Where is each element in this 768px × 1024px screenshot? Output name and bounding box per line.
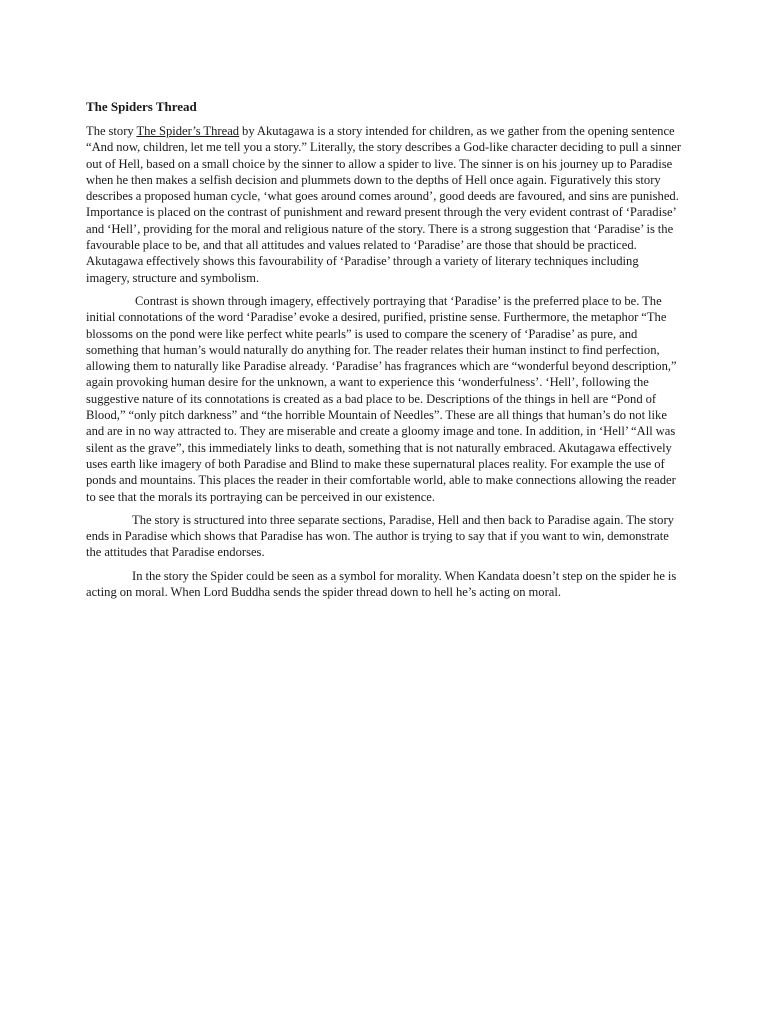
paragraph-intro xyxy=(86,123,682,286)
document-title: The Spiders Thread xyxy=(86,99,197,114)
paragraph-structure: The story is structured into three separate sections, Paradise, Hell and then back to Paradise again. The story ends in Paradise which shows that Paradise has won. The author is trying to say that if you want to win, demonstrate the attitudes that Paradise endorses. xyxy=(86,512,674,560)
paragraph-symbolism: In the story the Spider could be seen as a symbol for morality. When Kandata doesn’t step on the spider he is acting on moral. When Lord Buddha sends the spider thread down to hell he’s acting on moral. xyxy=(86,568,677,600)
paragraph-intro-lead: The story xyxy=(86,124,137,138)
paragraph-intro-body: by Akutagawa is a story intended for children, as we gather from the opening sentence “And now, children, let me tell you a story.” Literally, the story describes a God-like character deciding to pull a sinner out of Hell, based on a small choice by the sinner to allow a spider to live. The sinner is on his journey up to Paradise when he then makes a selfish decision and plummets down to the depths of Hell once again. Figuratively this story describes a proposed human cycle, ‘what goes around comes around’, good deeds are favoured, and sins are punished. Importance is placed on the contrast of punishment and reward present through the very evident contrast of ‘Paradise’ and ‘Hell’, providing for the moral and religious nature of the story. There is a strong suggestion that ‘Paradise’ is the favourable place to be, and that all attitudes and values related to ‘Paradise’ are those that should be practiced. Akutagawa effectively shows this favourability of ‘Paradise’ through a variety of literary techniques including imagery, structure and symbolism. xyxy=(86,124,682,285)
document-body xyxy=(86,99,682,607)
story-title-underlined: The Spider’s Thread xyxy=(136,124,240,138)
paragraph-imagery: Contrast is shown through imagery, effectively portraying that ‘Paradise’ is the preferred place to be. The initial connotations of the word ‘Paradise’ evoke a desired, purified, pristine sense. Furthermore, the metaphor “The blossoms on the pond were like perfect white pearls” is used to compare the scenery of ‘Paradise’ as pure, and something that human’s would naturally do anything for. The reader relates their human instinct to find perfection, allowing them to naturally like Paradise already. ‘Paradise’ has fragrances which are “wonderful beyond description,” again provoking human desire for the unknown, a want to experience this ‘wonderfulness’. ‘Hell’, following the suggestive nature of its connotations is created as a bad place to be. Descriptions of the things in hell are “Pond of Blood,” “only pitch darkness” and “the horrible Mountain of Needles”. These are all things that human’s do not like and are in no way attracted to. They are miserable and create a gloomy image and tone. In addition, in ‘Hell’ “All was silent as the grave”, this immediately links to death, something that is not naturally embraced. Akutagawa effectively uses earth like imagery of both Paradise and Blind to make these supernatural places reality. For example the use of ponds and mountains. This places the reader in their comfortable world, able to make connections allowing the reader to see that the morals its portraying can be perceived in our existence. xyxy=(86,293,677,504)
